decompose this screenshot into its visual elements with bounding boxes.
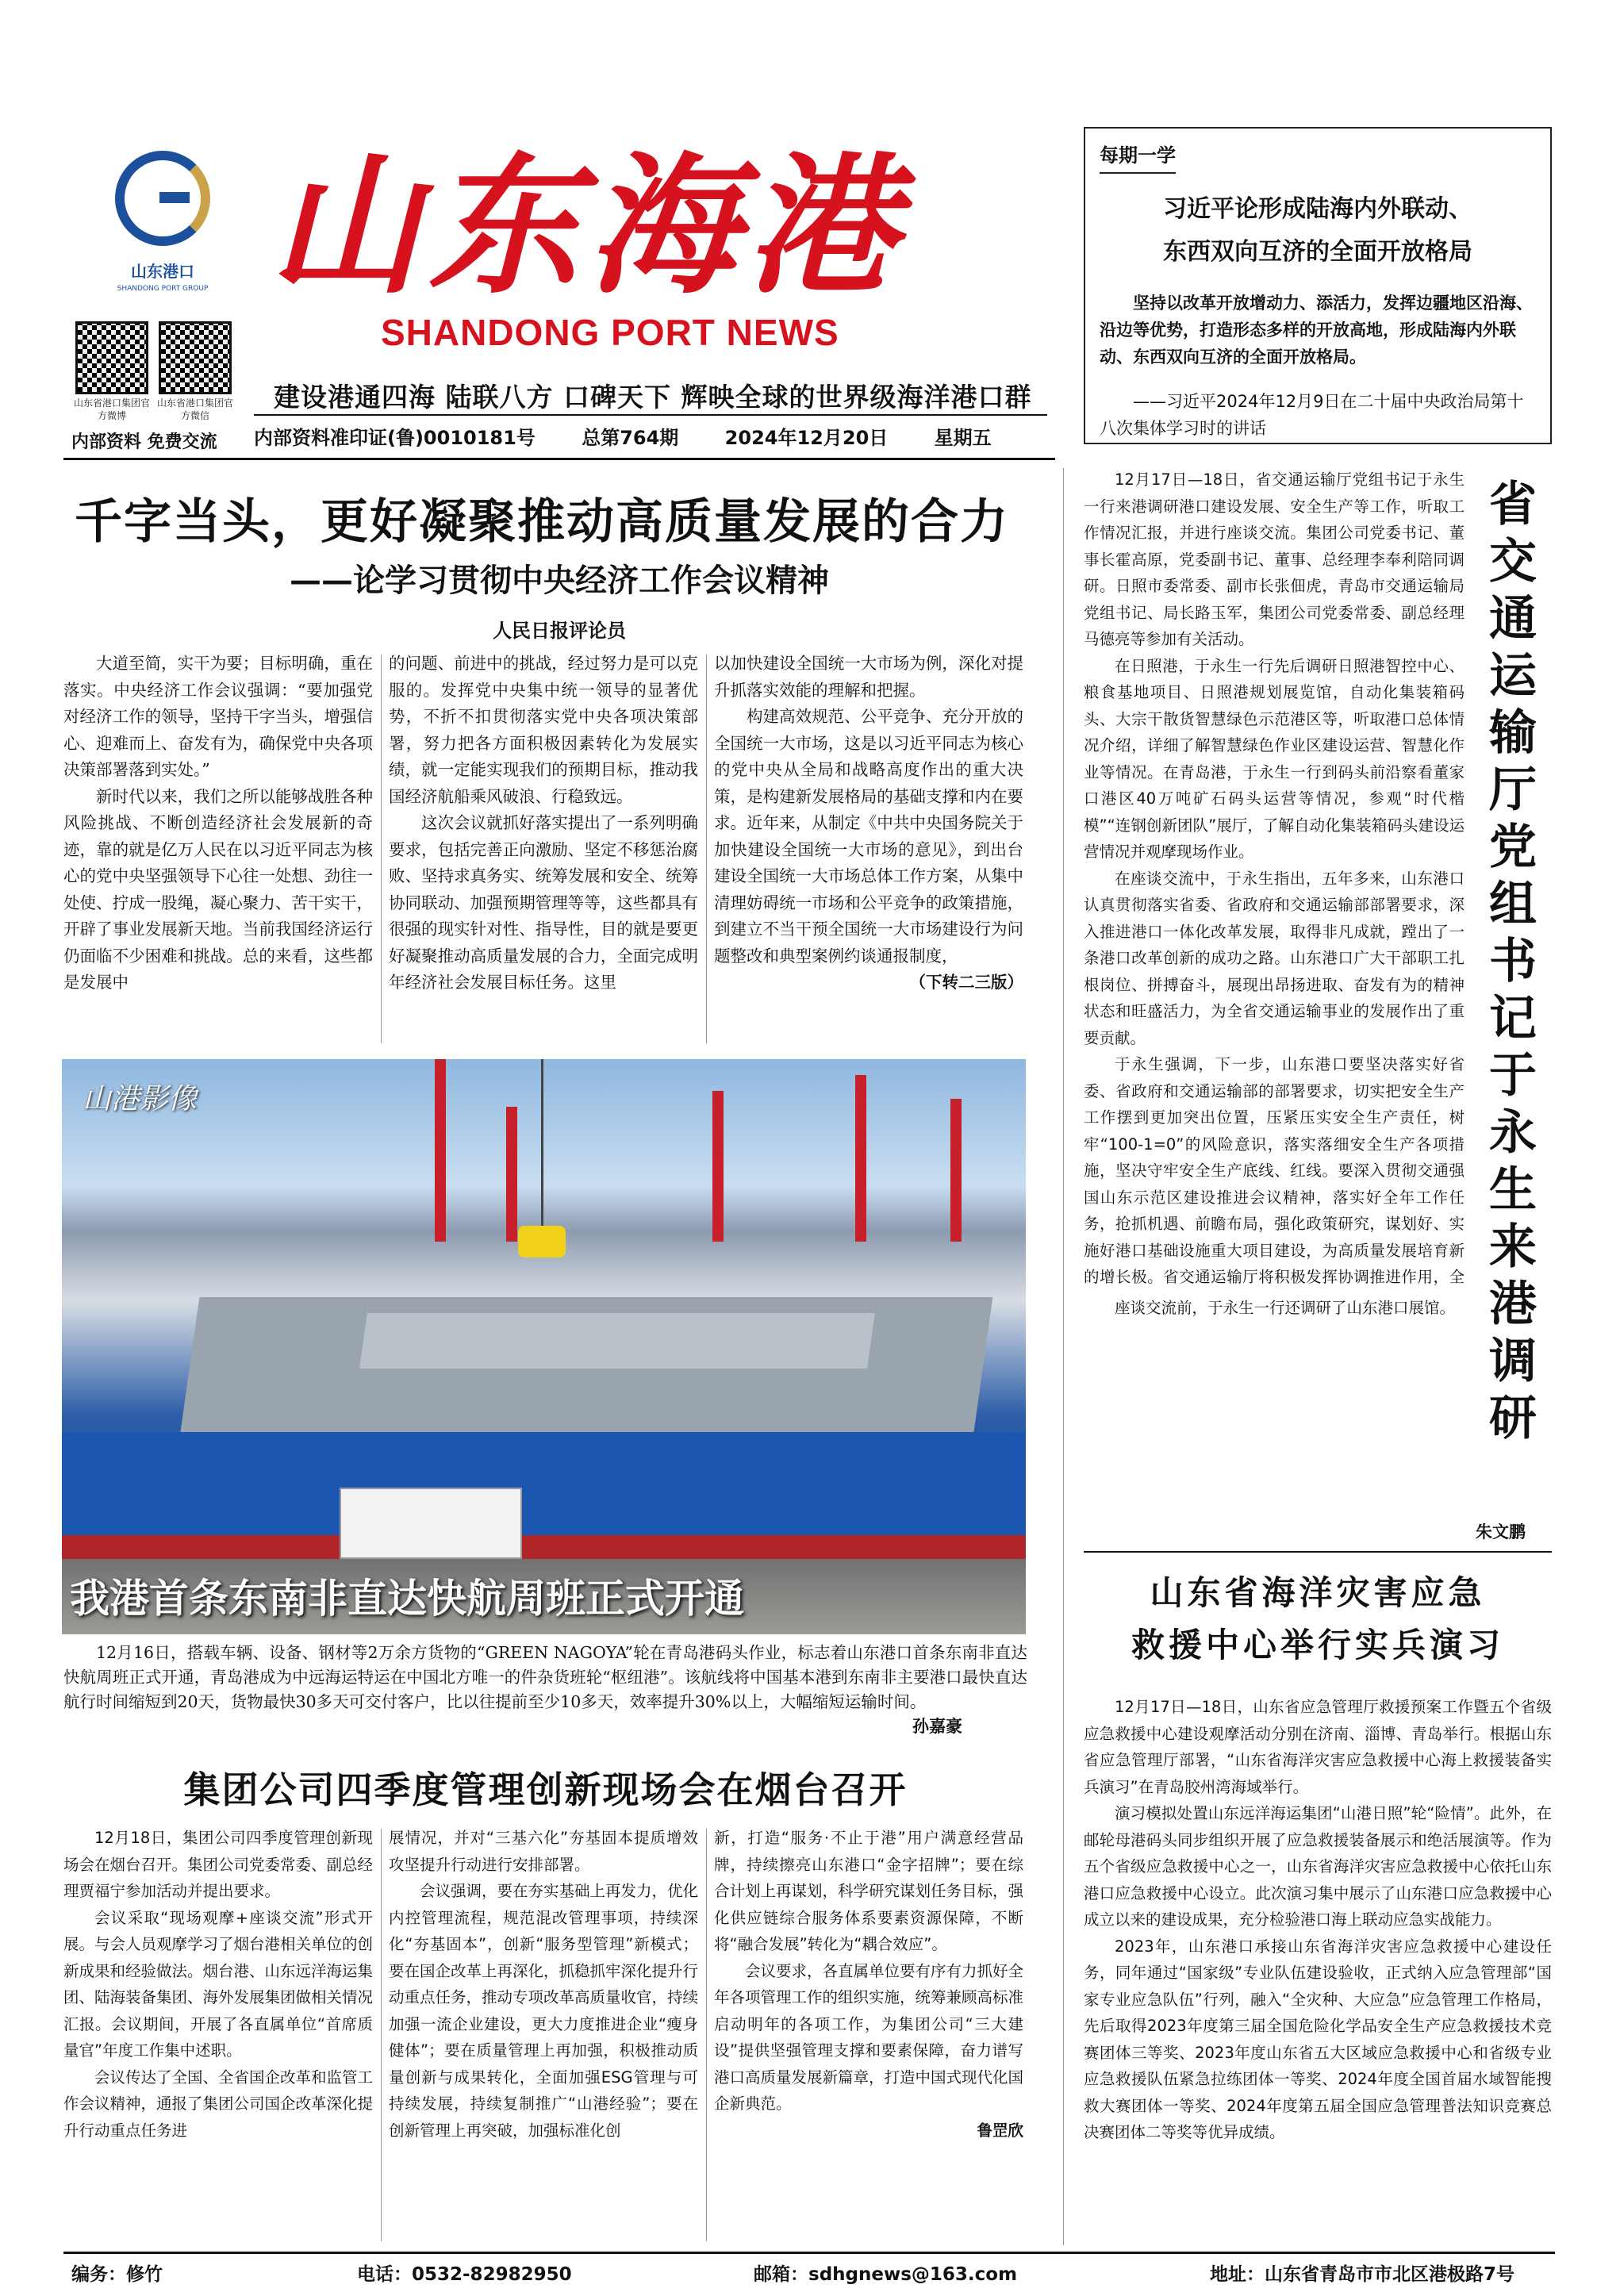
crane-graphic [506, 1107, 517, 1242]
article-3-column-3 [714, 1825, 1023, 2245]
crane-hook-graphic [518, 1226, 566, 1257]
footer-divider [63, 2252, 1555, 2254]
logo-subtext: SHANDONG PORT GROUP [117, 285, 209, 293]
lead-column-3 [714, 651, 1023, 1047]
paragraph: 大道至简，实干为要；目标明确，重在落实。中央经济工作会议强调：“要加强党对经济工作的领导，坚持干字当头，增强信心、迎难而上、奋发有为，确保党中央各项决策部署落到实处。” [63, 654, 373, 779]
right-article-1-body [1084, 466, 1465, 1292]
lead-column-2 [389, 651, 698, 1047]
quote-title [1100, 188, 1536, 274]
footer-phone: 电话：0532-82982950 [357, 2264, 572, 2285]
issue-weekday: 星期五 [934, 427, 992, 449]
ship-hatch-graphic [359, 1313, 875, 1369]
column-divider [706, 1829, 707, 2241]
crane-graphic [855, 1075, 866, 1242]
continued-note: （下转二三版） [909, 973, 1023, 992]
paragraph: 会议要求，各直属单位要有序有力抓好全年各项管理工作的组织实施，统筹兼顾高标准启动明年的各项工作，为集团公司“三大建设”提供坚强管理支撑和要素保障，奋力谱写港口高质量发展新篇章，打造中国式现代化国企新典范。 [714, 1961, 1023, 2113]
footer-address: 地址：山东省青岛市市北区港极路7号 [1210, 2264, 1515, 2285]
photo-description: 12月16日，搭载车辆、设备、钢材等2万余方货物的“GREEN NAGOYA”轮在青岛港码头作业，标志着山东港口首条东南非直达快航周班正式开通，青岛港成为中远海运特运在中国北方唯一的件杂货班轮“枢纽港”。该航线将中国基本港到东南非主要港口最快直达航行时间缩短到20天，货物最快30多天可交付客户，比以往提前至少10多天，效率提升30%以上，大幅缩短运输时间。 [63, 1643, 1027, 1711]
lead-headline: 千字当头，更好凝聚推动高质量发展的合力 [75, 494, 1009, 550]
right-article-2-headline [1084, 1567, 1552, 1672]
section-divider [1063, 468, 1064, 2245]
crane-graphic [712, 1091, 724, 1242]
column-divider [706, 655, 707, 1043]
group-logo [111, 151, 214, 309]
right-article-1-body-tail [1084, 1295, 1552, 1517]
paragraph: 新，打造“服务·不止于港”用户满意经营品牌，持续擦亮山东港口“金字招牌”；要在综合计划上再谋划，科学研究谋划任务目标，强化供应链综合服务体系要素资源保障，不断将“融合发展”转化为“耦合效应”。 [714, 1829, 1023, 1953]
paragraph: 于永生强调，下一步，山东港口要坚决落实好省委、省政府和交通运输部的部署要求，切实把安全生产工作摆到更加突出位置，压紧压实安全生产责任，树牢“100-1=0”的风险意识，落实落细安全生产各项措施，坚决守牢安全生产底线、红线。要深入贯彻交通强国山东示范区建设推进会议精神，落实好全年工作任务，抢抓机遇、前瞻布局，强化政策研究，谋划好、实施好港口基础设施重大项目建设，为高质量发展培育新的增长极。省交通运输厅将积极发挥协调推进作用，全 [1084, 1055, 1465, 1286]
quote-body: 坚持以改革开放增动力、添活力，发挥边疆地区沿海、沿边等优势，打造形态多样的开放高地，形成陆海内外联动、东西双向互济的全面开放格局。 [1100, 294, 1533, 367]
paragraph: 会议强调，要在夯实基础上再发力，优化内控管理流程，规范混改管理事项，持续深化“夯基固本”，创新“服务型管理”新模式；要在国企改革上再深化，抓稳抓牢深化提升行动重点任务，推动专项改革高质量收官，持续加强一流企业建设，更大力度推进企业“瘦身健体”；要在质量管理上再加强，积极推动质量创新与成果转化，全面加强ESG管理与可持续发展，持续复制推广“山港经验”；要在创新管理上再突破，加强标准化创 [389, 1882, 698, 2140]
paragraph: 在日照港，于永生一行先后调研日照港智控中心、粮食基地项目、日照港规划展览馆，自动化集装箱码头、大宗干散货智慧绿色示范港区等，听取港口总体情况介绍，详细了解智慧绿色作业区建设运营、智慧化作业等情况。在青岛港，于永生一行到码头前沿察看董家口港区40万吨矿石码头运营等情况，参观“时代楷模”“连钢创新团队”展厅，了解自动化集装箱码头建设运营情况并观摩现场作业。 [1084, 656, 1465, 861]
paragraph: 的问题、前进中的挑战，经过努力是可以克服的。发挥党中央集中统一领导的显著优势，不折不扣贯彻落实党中央各项决策部署，努力把各方面积极因素转化为发展实绩，就一定能实现我们的预期目标，推动我国经济航船乘风破浪、行稳致远。 [389, 654, 698, 806]
quote-tag: 每期一学 [1100, 140, 1176, 174]
paragraph: 展情况，并对“三基六化”夯基固本提质增效攻坚提升行动进行安排部署。 [389, 1829, 698, 1874]
paragraph: 12月17日—18日，山东省应急管理厅救援预案工作暨五个省级应急救援中心建设观摩活动分别在济南、淄博、青岛举行。根据山东省应急管理厅部署，“山东省海洋灾害应急救援中心海上救援装备实兵演习”在青岛胶州湾海域举行。 [1084, 1698, 1552, 1796]
paragraph: 构建高效规范、公平竞争、充分开放的全国统一大市场，这是以习近平同志为核心的党中央从全局和战略高度作出的重大决策，是构建新发展格局的基础支撑和内在要求。近年来，从制定《中共中央国务院关于加快建设全国统一大市场的意见》，到出台建设全国统一大市场总体工作方案，从集中清理妨碍统一市场和公平竞争的政策措施，到建立不当干预全国统一大市场建设行为问题整改和典型案例约谈通报制度， [714, 707, 1023, 966]
total-issue: 总第764期 [582, 427, 679, 449]
headline-line-1: 山东省海洋灾害应急 [1150, 1573, 1486, 1612]
quote-title-line-1: 习近平论形成陆海内外联动、 [1163, 195, 1472, 223]
slogan: 建设港通四海 陆联八方 口碑天下 辉映全球的世界级海洋港口群 [274, 382, 1032, 413]
lead-author: 人民日报评论员 [493, 620, 626, 642]
footer-email: 邮箱：sdhgnews@163.com [754, 2264, 1018, 2285]
headline-line-2: 救援中心举行实兵演习 [1131, 1626, 1504, 1664]
photo-caption: 我港首条东南非直达快航周班正式开通 [70, 1576, 744, 1622]
newspaper-brand-en: SHANDONG PORT NEWS [381, 312, 839, 353]
issue-info [254, 422, 1017, 450]
paragraph: 2023年，山东港口承接山东省海洋灾害应急救援中心建设任务，同年通过“国家级”专业队伍建设验收，正式纳入应急管理部“国家专业应急队伍”行列，融入“全灾种、大应急”应急管理工作格局，先后取得2023年度第三届全国危险化学品安全生产应急救援技术竞赛团体三等奖、2023年度山东省五大区域应急救援中心和省级专业应急救援队伍紧急拉练团体一等奖、2024年度全国首届水域智能搜救大赛团体一等奖、2024年度第五届全国应急管理普法知识竞赛总决赛团体二等奖等优异成绩。 [1084, 1937, 1552, 2141]
paragraph: 座谈交流前，于永生一行还调研了山东港口展馆。 [1115, 1299, 1456, 1317]
column-divider [381, 655, 382, 1043]
paragraph: 12月18日，集团公司四季度管理创新现场会在烟台召开。集团公司党委常委、副总经理贾福宁参加活动并提出要求。 [63, 1829, 373, 1900]
weekly-study-box [1084, 127, 1552, 444]
footer-editor: 编务：修竹 [71, 2264, 163, 2285]
paragraph: 这次会议就抓好落实提出了一系列明确要求，包括完善正向激励、坚定不移惩治腐败、坚持求真务实、统筹发展和安全、统筹协同联动、加强预期管理等等，这些都具有很强的现实针对性、指导性，目的就是要更好凝聚推动高质量发展的合力，全面完成明年经济社会发展目标任务。这里 [389, 813, 698, 992]
paragraph: 新时代以来，我们之所以能够战胜各种风险挑战、不断创造经济社会发展新的奇迹，靠的就是亿万人民在以习近平同志为核心的党中央坚强领导下心往一处想、劲往一处使、拧成一股绳，凝心聚力、苦干实干，开辟了事业发展新天地。当前我国经济运行仍面临不少困难和挑战。总的来看，这些都是发展中 [63, 786, 373, 992]
article-3-column-1 [63, 1825, 373, 2245]
divider [254, 414, 1047, 416]
right-article-1-credit: 朱文鹏 [1476, 1522, 1526, 1542]
lead-column-1 [63, 651, 373, 1047]
paragraph: 会议采取“现场观摩+座谈交流”形式开展。与会人员观摩学习了烟台港相关单位的创新成果和经验做法。烟台港、山东远洋海运集团、陆海装备集团、海外发展集团做相关情况汇报。会议期间，开展了各直属单位“首席质量官”年度工作集中述职。 [63, 1908, 373, 2060]
crane-cable-graphic [541, 1059, 543, 1226]
divider [63, 458, 1055, 460]
quote-source: ——习近平2024年12月9日在二十届中央政治局第十八次集体学习时的讲话 [1100, 392, 1524, 438]
ship-waterline-graphic [62, 1535, 1026, 1559]
paragraph: 12月17日—18日，省交通运输厅党组书记于永生一行来港调研港口建设发展、安全生产等工作，听取工作情况汇报，并进行座谈交流。集团公司党委书记、董事长霍高原，党委副书记、董事、总经理李奉利陪同调研。日照市委常委、副市长张佃虎，青岛市交通运输局党组书记、局长路玉军，集团公司党委常委、副总经理马德亮等参加有关活动。 [1084, 470, 1465, 648]
truck-graphic [340, 1488, 522, 1559]
port-photo [62, 1059, 1026, 1634]
newspaper-brand: 山东海港 [270, 137, 905, 314]
weibo-qr-code-icon [75, 321, 148, 394]
column-divider [381, 1829, 382, 2241]
crane-graphic [950, 1099, 962, 1242]
qr-caption-weibo: 山东省港口集团官方微博 [73, 397, 150, 421]
wechat-qr-code-icon [159, 321, 232, 394]
internal-notice: 内部资料 免费交流 [71, 432, 217, 452]
permit-number: 内部资料准印证(鲁)0010181号 [254, 427, 536, 449]
issue-date: 2024年12月20日 [724, 427, 889, 449]
logo-emblem-icon [115, 151, 210, 246]
paragraph: 以加快建设全国统一大市场为例，深化对提升抓落实效能的理解和把握。 [714, 654, 1023, 700]
photo-brand: 山港影像 [83, 1083, 198, 1115]
right-article-1-headline: 省交通运输厅党组书记于永生来港调研 [1489, 477, 1537, 1446]
qr-caption-wechat: 山东省港口集团官方微信 [156, 397, 233, 421]
article-3-headline: 集团公司四季度管理创新现场会在烟台召开 [183, 1768, 908, 1811]
logo-text: 山东港口 [131, 262, 194, 281]
lead-subheadline: ——论学习贯彻中央经济工作会议精神 [290, 562, 829, 599]
paragraph: 在座谈交流中，于永生指出，五年多来，山东港口认真贯彻落实省委、省政府和交通运输部部署要求，深入推进港口一体化改革发展，取得非凡成就，蹚出了一条港口改革创新的成功之路。山东港口广大干部职工扎根岗位、拼搏奋斗，展现出昂扬进取、奋发有为的精神状态和旺盛活力，为全省交通运输事业的发展作出了重要贡献。 [1084, 869, 1465, 1047]
article-3-credit: 鲁罡欣 [977, 2121, 1023, 2140]
paragraph: 会议传达了全国、全省国企改革和监管工作会议精神，通报了集团公司国企改革深化提升行动重点任务进 [63, 2068, 373, 2140]
divider [1084, 1551, 1552, 1553]
photo-credit: 孙嘉豪 [912, 1717, 962, 1736]
quote-title-line-2: 东西双向互济的全面开放格局 [1163, 238, 1472, 266]
article-3-column-2 [389, 1825, 698, 2245]
crane-graphic [435, 1059, 446, 1242]
paragraph: 演习模拟处置山东远洋海运集团“山港日照”轮“险情”。此外，在邮轮母港码头同步组织开展了应急救援装备展示和绝活展演等。作为五个省级应急救援中心之一，山东省海洋灾害应急救援中心依托山东港口应急救援中心设立。此次演习集中展示了山东港口应急救援中心成立以来的建设成果，充分检验港口海上联动应急实战能力。 [1084, 1804, 1552, 1929]
right-article-2-body [1084, 1694, 1552, 2249]
